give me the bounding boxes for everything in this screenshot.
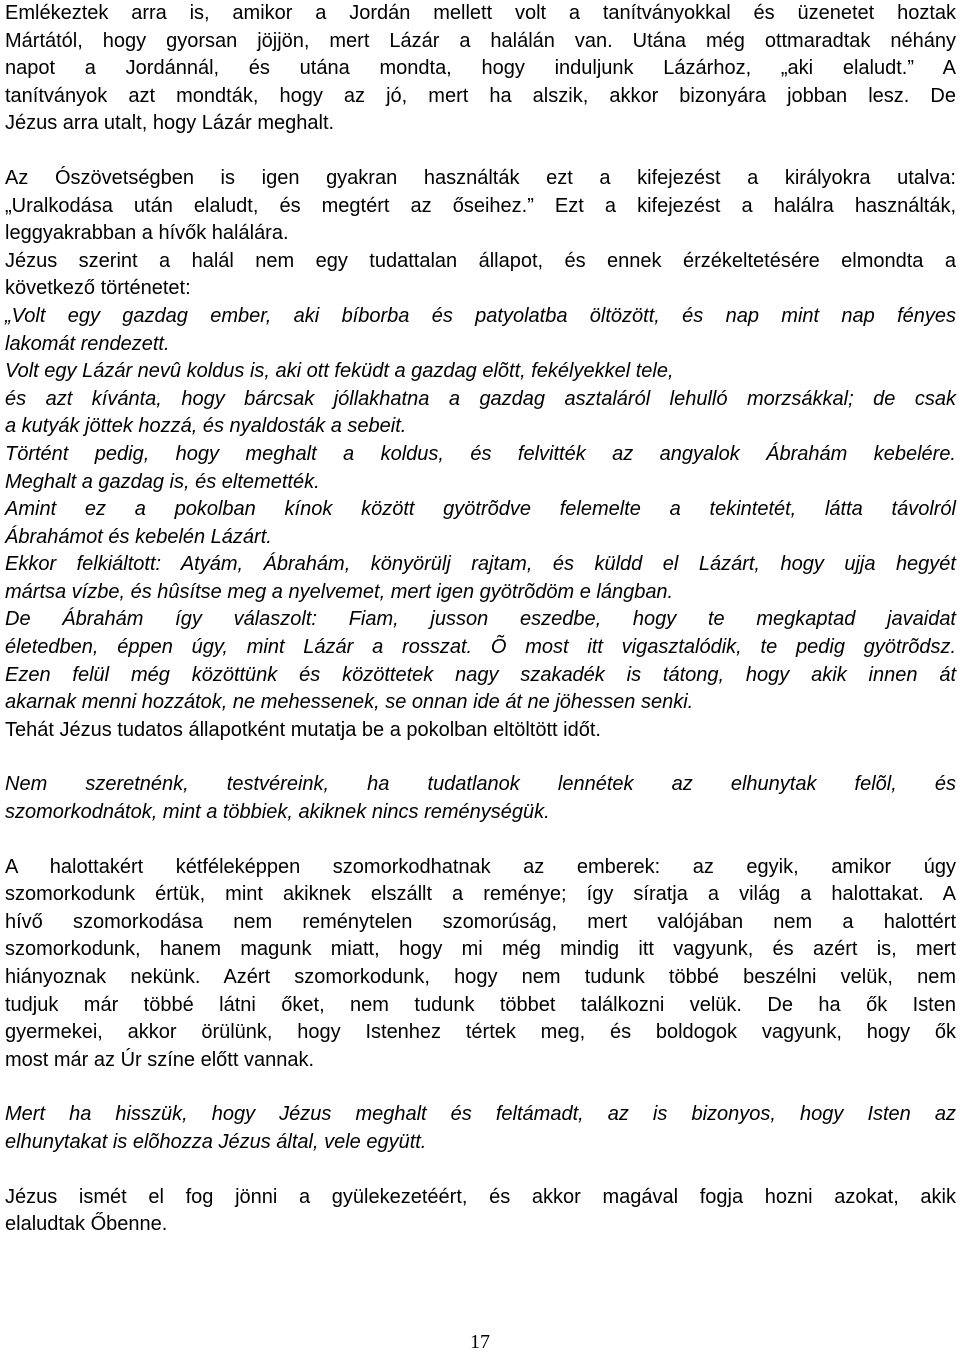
text-line: „Uralkodása után elaludt, és megtért az őseihez.” Ezt a kifejezést a halálra használták, <box>5 194 956 217</box>
page-number: 17 <box>470 1331 490 1353</box>
paragraph-jordan <box>5 0 956 138</box>
text-line: tudjuk már többé látni őket, nem tudunk többet találkozni velük. De ha ők Isten <box>5 993 956 1016</box>
paragraph-second-coming <box>5 1184 956 1239</box>
text-line: Az Ószövetségben is igen gyakran használták ezt a kifejezést a királyokra utalva: <box>5 166 956 189</box>
text-line: hiányoznak nekünk. Azért szomorkodunk, hogy nem tudunk többé beszélni velük, nem <box>5 966 956 988</box>
paragraph-jesus-death <box>5 248 956 303</box>
paragraph-old-testament <box>5 165 956 248</box>
quote-line: lakomát rendezett. <box>5 332 170 355</box>
quote-line: a kutyák jöttek hozzá, és nyaldosták a sebeit. <box>5 415 407 438</box>
paragraph-conscious-state <box>5 717 956 745</box>
text-line: hívő szomorkodása nem reménytelen szomorúság, mert valójában nem a halottért <box>5 910 956 933</box>
quote-line: Mert ha hisszük, hogy Jézus meghalt és feltámadt, az is bizonyos, hogy Isten az <box>5 1103 956 1126</box>
text-line: gyermekei, akkor örülünk, hogy Istenhez tértek meg, és boldogok vagyunk, hogy ők <box>5 1021 956 1044</box>
quote-line: Ábrahámot és kebelén Lázárt. <box>5 525 272 548</box>
quote-line: Amint ez a pokolban kínok között gyötrõdve felemelte a tekintetét, látta távolról <box>5 498 956 521</box>
text-line: következő történetet: <box>5 277 191 300</box>
quote-thessalonians-1 <box>5 771 956 826</box>
quote-line: „Volt egy gazdag ember, aki bíborba és patyolatba öltözött, és nap mint nap fényes <box>5 304 956 327</box>
text-line: Jézus arra utalt, hogy Lázár meghalt. <box>5 112 335 135</box>
text-line: Tehát Jézus tudatos állapotként mutatja be a pokolban eltöltött időt. <box>5 718 601 741</box>
text-line: szomorkodunk, hanem magunk miatt, hogy mi még mindig itt vagyunk, és azért is, mert <box>5 938 956 961</box>
quote-line: Történt pedig, hogy meghalt a koldus, és felvitték az angyalok Ábrahám kebelére. <box>5 442 956 465</box>
quote-line: elhunytakat is elõhozza Jézus által, vele együtt. <box>5 1130 427 1153</box>
text-line: elaludtak Őbenne. <box>5 1213 168 1236</box>
text-line: Jézus szerint a halál nem egy tudattalan állapot, és ennek érzékeltetésére elmondta a <box>5 249 956 272</box>
quote-line: mártsa vízbe, és hûsítse meg a nyelvemet, mert igen gyötrõdöm e lángban. <box>5 580 674 603</box>
text-line: napot a Jordánnál, és utána mondta, hogy induljunk Lázárhoz, „aki elaludt.” A <box>5 57 956 80</box>
quote-line: Meghalt a gazdag is, és eltemették. <box>5 470 320 493</box>
quote-thessalonians-2 <box>5 1101 956 1156</box>
quote-line: akarnak menni hozzátok, ne mehessenek, se onnan ide át ne jöhessen senki. <box>5 691 694 714</box>
paragraph-mourning <box>5 854 956 1075</box>
text-line: tanítványok azt mondták, hogy az jó, mert ha alszik, akkor bizonyára jobban lesz. De <box>5 84 956 107</box>
quote-line: életedben, éppen úgy, mint Lázár a rosszat. Õ most itt vigasztalódik, te pedig gyötrõdsz. <box>5 636 956 659</box>
quote-line: Ezen felül még közöttünk és közöttetek nagy szakadék is tátong, hogy akik innen át <box>5 663 956 686</box>
text-line: szomorkodunk értük, mint akiknek elszállt a reménye; így síratja a világ a halottakat. A <box>5 883 956 906</box>
text-line: leggyakrabban a hívők halálára. <box>5 222 289 245</box>
quote-line: Nem szeretnénk, testvéreink, ha tudatlanok lennétek az elhunytak felõl, és <box>5 773 956 796</box>
quote-line: De Ábrahám így válaszolt: Fiam, jusson eszedbe, hogy te megkaptad javaidat <box>5 608 956 631</box>
quote-line: Volt egy Lázár nevû koldus is, aki ott feküdt a gazdag elõtt, fekélyekkel tele, <box>5 360 674 383</box>
quote-line: szomorkodnátok, mint a többiek, akiknek nincs reménységük. <box>5 801 550 824</box>
text-line: A halottakért kétféleképpen szomorkodhatnak az emberek: az egyik, amikor úgy <box>5 855 956 878</box>
text-line: Mártától, hogy gyorsan jöjjön, mert Lázár a halálán van. Utána még ottmaradtak néhány <box>5 29 956 52</box>
quote-line: Ekkor felkiáltott: Atyám, Ábrahám, könyörülj rajtam, és küldd el Lázárt, hogy ujja hegyét <box>5 553 956 576</box>
text-line: most már az Úr színe előtt vannak. <box>5 1048 315 1071</box>
text-line: Jézus ismét el fog jönni a gyülekezetéért, és akkor magával fogja hozni azokat, akik <box>5 1185 956 1208</box>
quote-line: és azt kívánta, hogy bárcsak jóllakhatna a gazdag asztaláról lehulló morzsákkal; de csak <box>5 387 956 410</box>
rich-man-and-lazarus-quote <box>5 303 956 717</box>
text-line: Emlékeztek arra is, amikor a Jordán mellett volt a tanítványokkal és üzenetet hoztak <box>5 2 956 24</box>
